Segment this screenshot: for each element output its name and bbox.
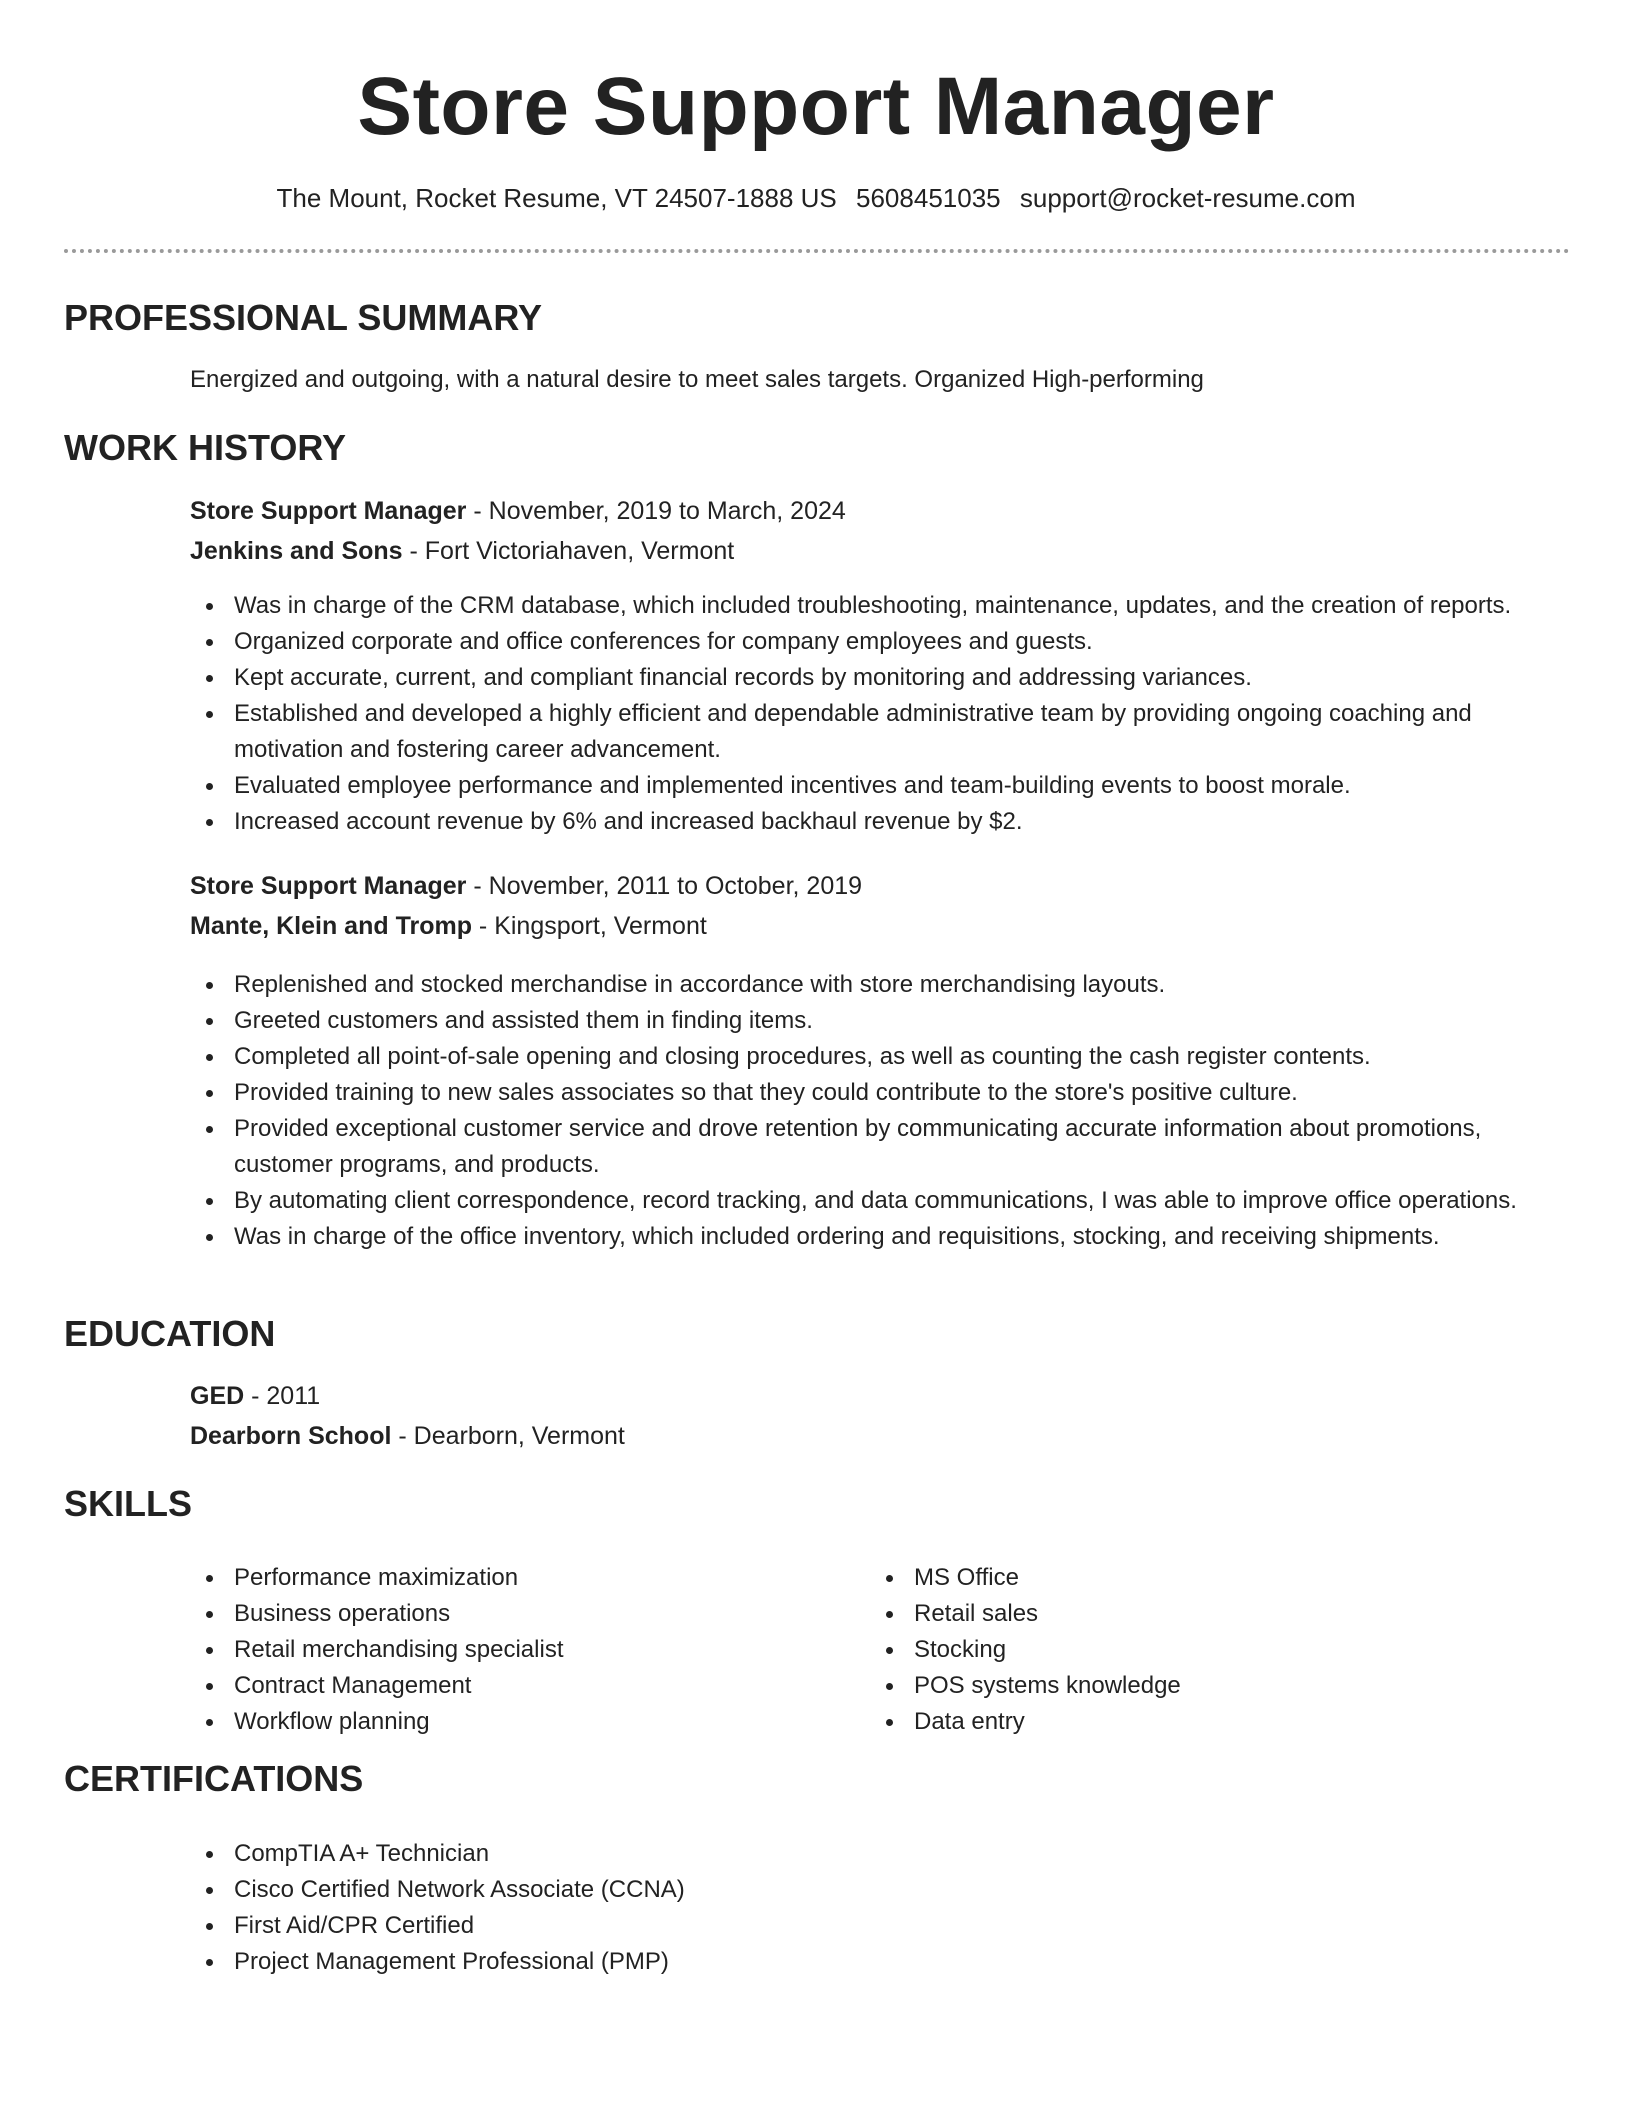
list-item: Project Management Professional (PMP) xyxy=(190,1944,1190,1980)
job-2-location: - Kingsport, Vermont xyxy=(471,912,707,940)
list-item: Stocking xyxy=(870,1632,1510,1668)
job-1-title-line xyxy=(190,493,846,529)
education-degree-line xyxy=(190,1378,320,1414)
job-1-company-line xyxy=(190,533,734,569)
list-item: Established and developed a highly efficient and dependable administrative team by providing ongoing coaching and motivation and fostering career advancement. xyxy=(190,696,1580,768)
list-item: Contract Management xyxy=(190,1668,830,1704)
skills-list-right xyxy=(870,1560,1510,1740)
skills-list-left xyxy=(190,1560,830,1740)
education-location: - Dearborn, Vermont xyxy=(391,1422,625,1450)
list-item: Cisco Certified Network Associate (CCNA) xyxy=(190,1872,1190,1908)
contact-email[interactable]: support@rocket-resume.com xyxy=(1019,183,1356,213)
list-item: POS systems knowledge xyxy=(870,1668,1510,1704)
contact-phone: 5608451035 xyxy=(856,183,1001,213)
section-title-summary: PROFESSIONAL SUMMARY xyxy=(64,297,543,338)
list-item: Was in charge of the CRM database, which included troubleshooting, maintenance, updates, and the creation of reports. xyxy=(190,588,1580,624)
education-year: - 2011 xyxy=(244,1382,321,1410)
job-2-company: Mante, Klein and Tromp xyxy=(190,912,472,940)
summary-text: Energized and outgoing, with a natural desire to meet sales targets. Organized High-performing xyxy=(190,366,1204,393)
education-school: Dearborn School xyxy=(190,1422,392,1450)
contact-line xyxy=(0,178,1632,218)
job-2-title-line xyxy=(190,868,862,904)
list-item: Kept accurate, current, and compliant financial records by monitoring and addressing variances. xyxy=(190,660,1580,696)
list-item: Replenished and stocked merchandise in accordance with store merchandising layouts. xyxy=(190,967,1580,1003)
header-divider xyxy=(64,249,1570,253)
job-2-position: Store Support Manager xyxy=(190,872,467,900)
section-title-education: EDUCATION xyxy=(64,1313,276,1354)
job-1-position: Store Support Manager xyxy=(190,497,467,525)
list-item: Performance maximization xyxy=(190,1560,830,1596)
list-item: CompTIA A+ Technician xyxy=(190,1836,1190,1872)
job-2-dates: - November, 2011 to October, 2019 xyxy=(466,872,863,900)
job-1-dates: - November, 2019 to March, 2024 xyxy=(466,497,846,525)
list-item: Workflow planning xyxy=(190,1704,830,1740)
list-item: Retail merchandising specialist xyxy=(190,1632,830,1668)
list-item: Was in charge of the office inventory, which included ordering and requisitions, stocking, and receiving shipments. xyxy=(190,1219,1580,1255)
list-item: Provided exceptional customer service and drove retention by communicating accurate information about promotions, customer programs, and products. xyxy=(190,1111,1580,1183)
list-item: Business operations xyxy=(190,1596,830,1632)
list-item: Greeted customers and assisted them in finding items. xyxy=(190,1003,1580,1039)
job-2-company-line xyxy=(190,908,707,944)
list-item: Completed all point-of-sale opening and closing procedures, as well as counting the cash register contents. xyxy=(190,1039,1580,1075)
education-school-line xyxy=(190,1418,625,1454)
list-item: First Aid/CPR Certified xyxy=(190,1908,1190,1944)
section-title-skills: SKILLS xyxy=(64,1483,193,1524)
contact-address: The Mount, Rocket Resume, VT 24507-1888 US xyxy=(276,183,837,213)
education-degree: GED xyxy=(190,1382,245,1410)
section-title-certifications: CERTIFICATIONS xyxy=(64,1758,364,1799)
job-1-location: - Fort Victoriahaven, Vermont xyxy=(402,537,735,565)
section-title-work: WORK HISTORY xyxy=(64,427,347,468)
list-item: Data entry xyxy=(870,1704,1510,1740)
list-item: Increased account revenue by 6% and increased backhaul revenue by $2. xyxy=(190,804,1580,840)
list-item: Evaluated employee performance and implemented incentives and team-building events to boost morale. xyxy=(190,768,1580,804)
job-1-bullets xyxy=(190,588,1580,840)
job-2-bullets xyxy=(190,967,1580,1255)
certifications-list xyxy=(190,1836,1190,1980)
list-item: By automating client correspondence, record tracking, and data communications, I was able to improve office operations. xyxy=(190,1183,1580,1219)
list-item: Retail sales xyxy=(870,1596,1510,1632)
list-item: MS Office xyxy=(870,1560,1510,1596)
job-1-company: Jenkins and Sons xyxy=(190,537,403,565)
list-item: Provided training to new sales associates so that they could contribute to the store's positive culture. xyxy=(190,1075,1580,1111)
resume-name: Store Support Manager xyxy=(357,61,1275,152)
list-item: Organized corporate and office conferences for company employees and guests. xyxy=(190,624,1580,660)
